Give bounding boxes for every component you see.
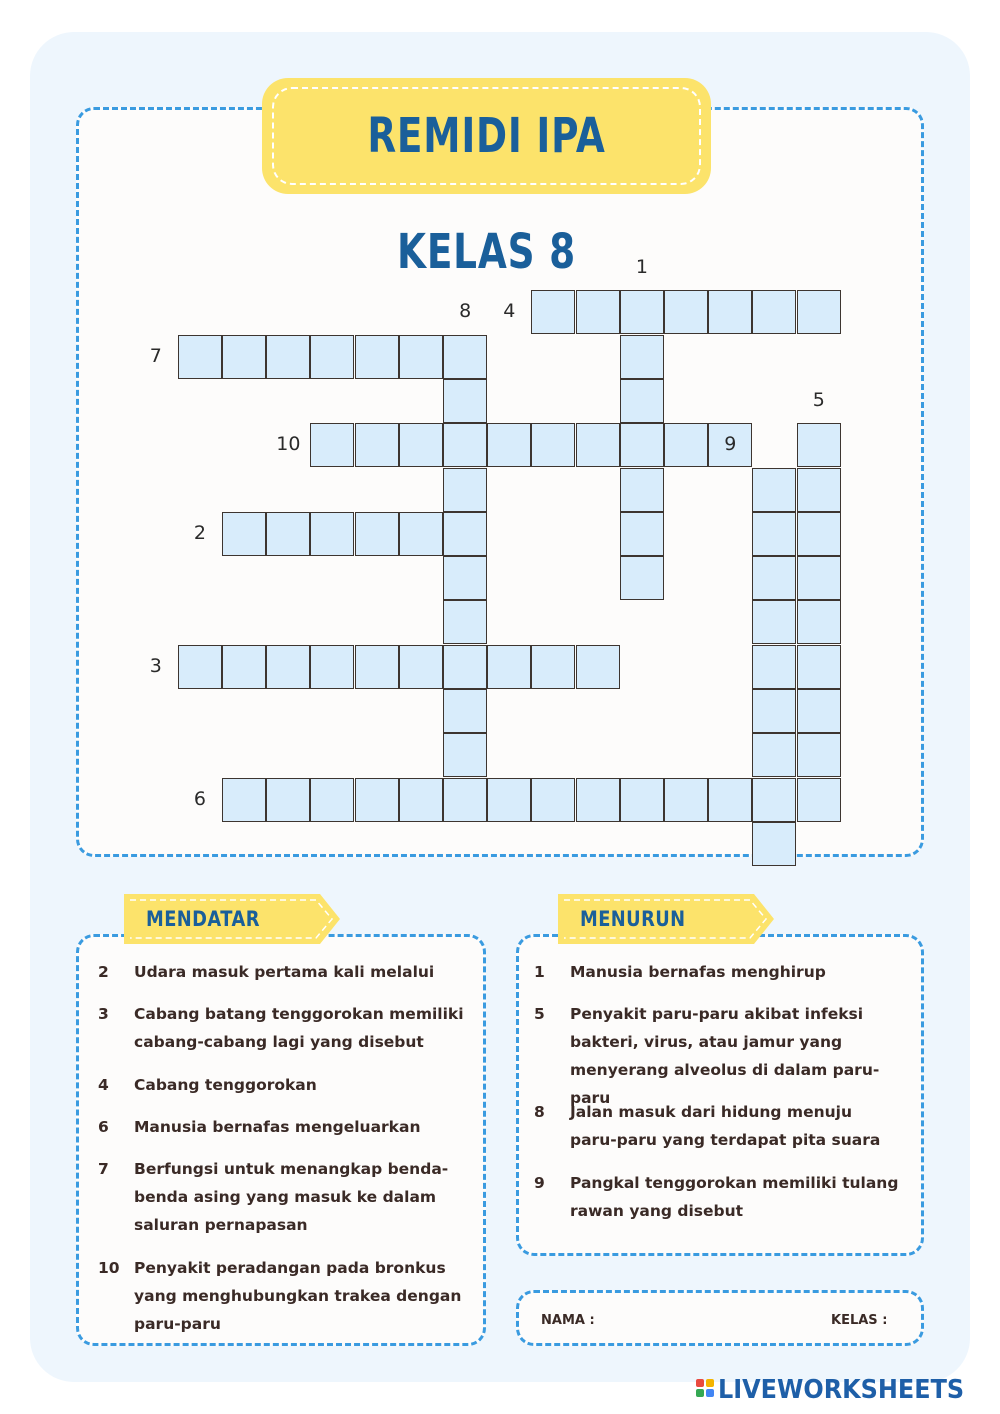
crossword-cell[interactable]: [487, 423, 531, 467]
title-badge: [262, 78, 711, 280]
crossword-cell[interactable]: [708, 778, 752, 822]
crossword-cell[interactable]: [178, 645, 222, 689]
crossword-cell[interactable]: [222, 335, 266, 379]
crossword-cell[interactable]: [178, 335, 222, 379]
crossword-cell[interactable]: [752, 290, 796, 334]
crossword-cell[interactable]: [576, 290, 620, 334]
crossword-cell[interactable]: [752, 778, 796, 822]
crossword-cell[interactable]: [443, 512, 487, 556]
brand-name: LIVEWORKSHEETS: [718, 1375, 965, 1405]
crossword-number: 2: [193, 521, 206, 544]
crossword-cell[interactable]: [797, 600, 841, 644]
crossword-number: 6: [193, 787, 206, 810]
crossword-number: 9: [724, 433, 737, 456]
crossword-cell[interactable]: [752, 645, 796, 689]
crossword-cell[interactable]: [797, 468, 841, 512]
crossword-cell[interactable]: [620, 468, 664, 512]
crossword-cell[interactable]: [797, 556, 841, 600]
crossword-number: 5: [812, 388, 825, 411]
crossword-cell[interactable]: [443, 335, 487, 379]
crossword-cell[interactable]: [620, 290, 664, 334]
crossword-cell[interactable]: [310, 423, 354, 467]
crossword-cell[interactable]: [797, 645, 841, 689]
crossword-cell[interactable]: [266, 778, 310, 822]
clue-number: 9: [534, 1174, 545, 1192]
crossword-cell[interactable]: [266, 645, 310, 689]
crossword-cell[interactable]: [355, 335, 399, 379]
liveworksheets-brand[interactable]: [696, 1372, 986, 1408]
clue-text: Cabang batang tenggorokan memiliki cabang-cabang lagi yang disebut: [134, 1005, 464, 1051]
clue-text: Berfungsi untuk menangkap benda-benda asing yang masuk ke dalam saluran pernapasan: [134, 1160, 449, 1234]
crossword-cell[interactable]: [443, 423, 487, 467]
clue-text: Udara masuk pertama kali melalui: [134, 963, 435, 981]
clue-number: 5: [534, 1005, 545, 1023]
crossword-cell[interactable]: [752, 733, 796, 777]
crossword-cell[interactable]: [576, 423, 620, 467]
crossword-cell[interactable]: [266, 512, 310, 556]
crossword-cell[interactable]: [752, 822, 796, 866]
crossword-cell[interactable]: [620, 512, 664, 556]
crossword-cell[interactable]: [620, 423, 664, 467]
crossword-number: 3: [149, 654, 162, 677]
crossword-cell[interactable]: [664, 423, 708, 467]
crossword-cell[interactable]: [797, 689, 841, 733]
down-heading: MENURUN: [580, 907, 686, 931]
crossword-cell[interactable]: [222, 645, 266, 689]
crossword-cell[interactable]: [531, 778, 575, 822]
across-heading-tag: [124, 894, 342, 944]
clue-number: 2: [98, 963, 109, 981]
clue-text: Cabang tenggorokan: [134, 1076, 317, 1094]
down-heading-tag: [558, 894, 776, 944]
crossword-cell[interactable]: [620, 335, 664, 379]
crossword-cell[interactable]: [399, 645, 443, 689]
crossword-cell[interactable]: [443, 645, 487, 689]
crossword-number: 1: [635, 256, 648, 278]
crossword-cell[interactable]: [355, 778, 399, 822]
crossword-cell[interactable]: [399, 778, 443, 822]
crossword-cell[interactable]: [310, 645, 354, 689]
clue-text: Manusia bernafas menghirup: [570, 963, 826, 981]
crossword-cell[interactable]: [531, 423, 575, 467]
crossword-number: 10: [276, 433, 301, 456]
crossword-cell[interactable]: [222, 778, 266, 822]
crossword-cell[interactable]: [797, 512, 841, 556]
crossword-cell[interactable]: [487, 778, 531, 822]
clue-number: 10: [98, 1259, 120, 1277]
crossword-cell[interactable]: [399, 423, 443, 467]
crossword-cell[interactable]: [222, 512, 266, 556]
crossword-cell[interactable]: [443, 600, 487, 644]
liveworksheets-logo-icon: [696, 1377, 716, 1403]
crossword-cell[interactable]: [752, 689, 796, 733]
clue-number: 8: [534, 1103, 545, 1121]
crossword-cell[interactable]: [664, 290, 708, 334]
crossword-cell[interactable]: [752, 468, 796, 512]
crossword-cell[interactable]: [576, 778, 620, 822]
crossword-cell[interactable]: [620, 556, 664, 600]
crossword-cell[interactable]: [310, 335, 354, 379]
crossword-cell[interactable]: [664, 778, 708, 822]
clue-number: 3: [98, 1005, 109, 1023]
crossword-cell[interactable]: [355, 512, 399, 556]
crossword-cell[interactable]: [310, 778, 354, 822]
crossword-cell[interactable]: [797, 778, 841, 822]
crossword-cell[interactable]: [487, 645, 531, 689]
crossword-cell[interactable]: [443, 689, 487, 733]
clue-text: Penyakit paru-paru akibat infeksi bakteri, virus, atau jamur yang menyerang alveolus di dalam paru-paru: [570, 1005, 880, 1107]
class-label: KELAS :: [831, 1313, 888, 1328]
clue-number: 6: [98, 1118, 109, 1136]
crossword-cell[interactable]: [355, 423, 399, 467]
clue-text: Jalan masuk dari hidung menuju paru-paru yang terdapat pita suara: [570, 1103, 881, 1149]
crossword-cell[interactable]: [797, 733, 841, 777]
crossword-number: 8: [459, 300, 472, 323]
crossword-cell[interactable]: [443, 733, 487, 777]
clue-text: Penyakit peradangan pada bronkus yang menghubungkan trakea dengan paru-paru: [134, 1259, 462, 1333]
crossword-cell[interactable]: [620, 778, 664, 822]
clue-number: 7: [98, 1160, 109, 1178]
crossword-cell[interactable]: [620, 379, 664, 423]
crossword-cell[interactable]: [797, 290, 841, 334]
clue-text: Manusia bernafas mengeluarkan: [134, 1118, 421, 1136]
name-class-panel: [516, 1290, 924, 1346]
crossword-cell[interactable]: [443, 468, 487, 512]
clue-text: Pangkal tenggorokan memiliki tulang rawan yang disebut: [570, 1174, 899, 1220]
across-heading: MENDATAR: [146, 907, 260, 931]
clue-number: 1: [534, 963, 545, 981]
crossword-cell[interactable]: [531, 290, 575, 334]
crossword-cell[interactable]: [752, 556, 796, 600]
clue-number: 4: [98, 1076, 109, 1094]
crossword-cell[interactable]: [531, 645, 575, 689]
crossword-number: 7: [149, 344, 162, 367]
crossword-cell[interactable]: [266, 335, 310, 379]
crossword-cell[interactable]: [355, 645, 399, 689]
name-label: NAMA :: [541, 1313, 595, 1328]
crossword-cell[interactable]: [708, 290, 752, 334]
crossword-cell[interactable]: [752, 600, 796, 644]
crossword-cell[interactable]: [576, 645, 620, 689]
crossword-cell[interactable]: [443, 778, 487, 822]
crossword-cell[interactable]: [443, 379, 487, 423]
crossword-number: 4: [503, 300, 516, 323]
crossword-cell[interactable]: [752, 512, 796, 556]
crossword-cell[interactable]: [797, 423, 841, 467]
crossword-cell[interactable]: [310, 512, 354, 556]
page-title: REMIDI IPA KELAS 8: [367, 108, 606, 280]
crossword-cell[interactable]: [443, 556, 487, 600]
crossword-cell[interactable]: [399, 512, 443, 556]
crossword-cell[interactable]: [399, 335, 443, 379]
